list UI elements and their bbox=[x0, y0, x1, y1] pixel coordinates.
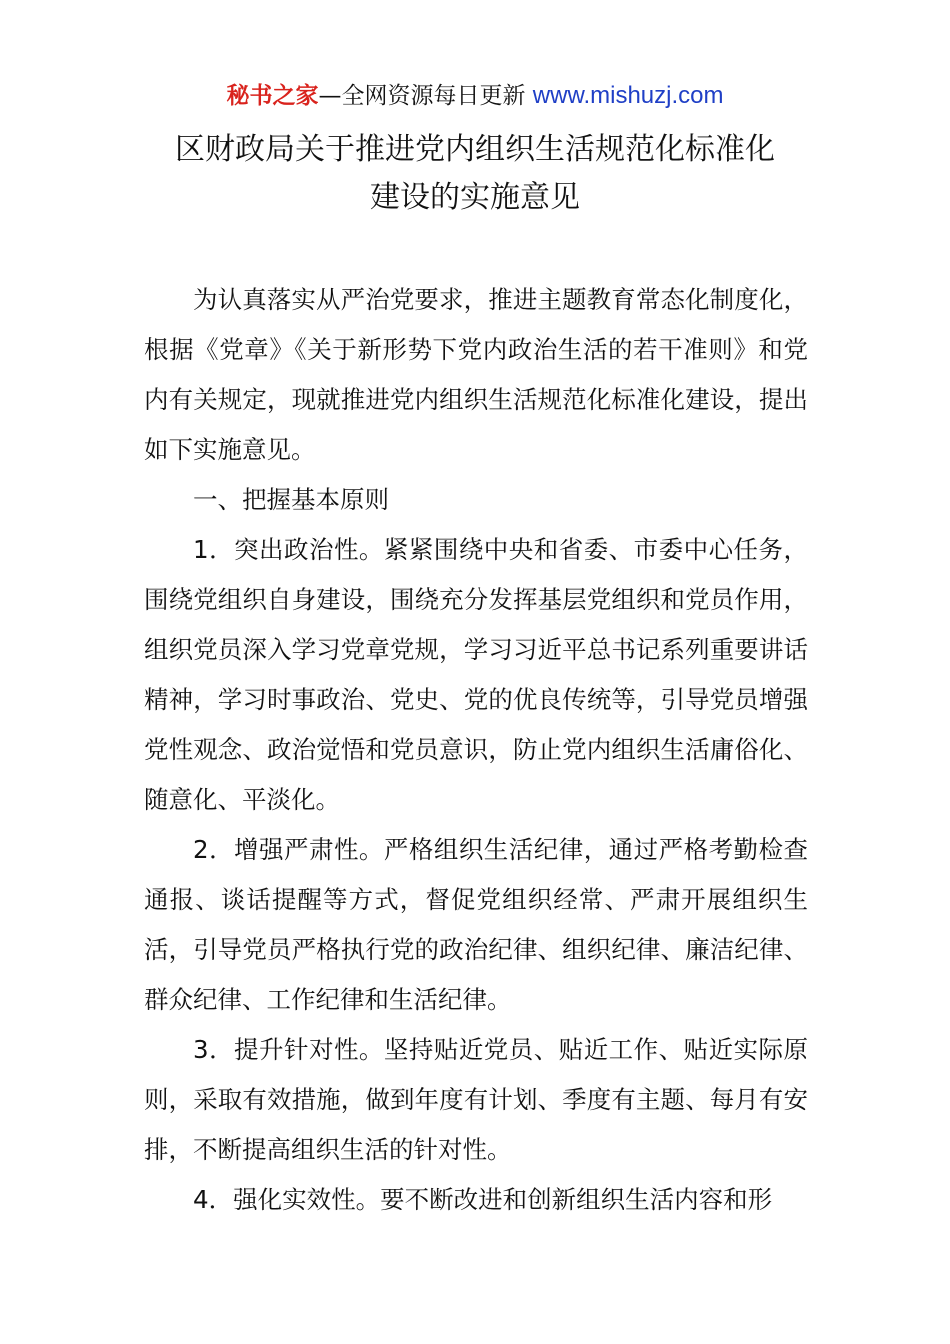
site-url-link[interactable]: www.mishuzj.com bbox=[532, 82, 724, 109]
brand-name: 秘书之家 bbox=[226, 83, 319, 109]
document-body bbox=[144, 275, 808, 1225]
document-title bbox=[60, 126, 890, 222]
document-title-line-2: 建设的实施意见 bbox=[370, 180, 580, 215]
principle-3-paragraph: 3．提升针对性。坚持贴近党员、贴近工作、贴近实际原则，采取有效措施，做到年度有计划、季度有主题、每月有安排，不断提高组织生活的针对性。 bbox=[144, 1035, 808, 1164]
principle-2-paragraph: 2．增强严肃性。严格组织生活纪律，通过严格考勤检查通报、谈话提醒等方式，督促党组织经常、严肃开展组织生活，引导党员严格执行党的政治纪律、组织纪律、廉洁纪律、群众纪律、工作纪律和生活纪律。 bbox=[144, 835, 808, 1014]
document-title-line-1: 区财政局关于推进党内组织生活规范化标准化 bbox=[175, 132, 775, 167]
section-heading: 一、把握基本原则 bbox=[193, 485, 389, 514]
principle-4-paragraph: 4．强化实效性。要不断改进和创新组织生活内容和形 bbox=[193, 1185, 773, 1214]
site-header bbox=[0, 80, 950, 112]
principle-1-paragraph: 1．突出政治性。紧紧围绕中央和省委、市委中心任务，围绕党组织自身建设，围绕充分发挥基层党组织和党员作用，组织党员深入学习党章党规，学习习近平总书记系列重要讲话精神，学习时事政治、党史、党的优良传统等，引导党员增强党性观念、政治觉悟和党员意识，防止党内组织生活庸俗化、随意化、平淡化。 bbox=[144, 535, 808, 814]
site-tagline: —全网资源每日更新 bbox=[318, 83, 533, 109]
intro-paragraph: 为认真落实从严治党要求，推进主题教育常态化制度化，根据《党章》《关于新形势下党内政治生活的若干准则》和党内有关规定，现就推进党内组织生活规范化标准化建设，提出如下实施意见。 bbox=[144, 285, 808, 464]
